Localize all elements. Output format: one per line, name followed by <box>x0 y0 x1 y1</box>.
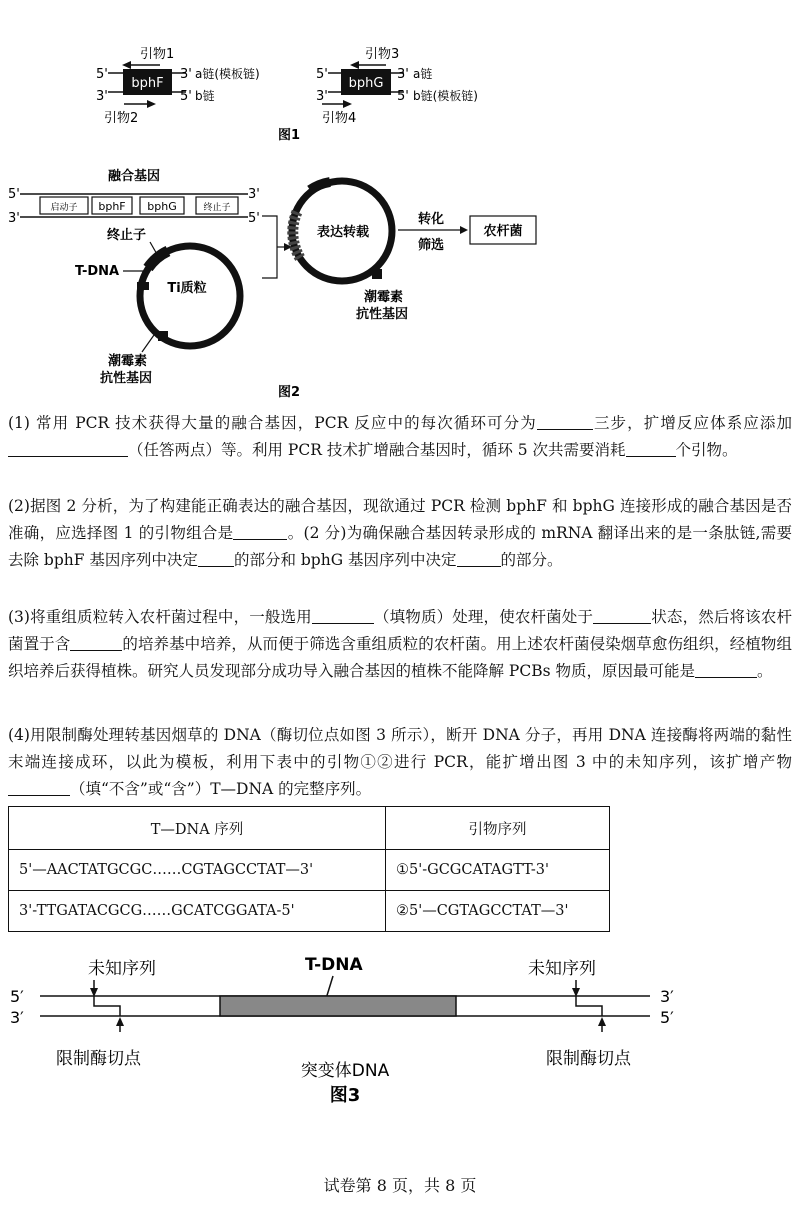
q2-text-b: 。(2 分)为确保融合基因转录形成的 mRNA 翻译出来的是一条肽链,需要去除 bphF 基因序列中决定 <box>8 524 792 569</box>
table-row <box>9 850 610 891</box>
question-2 <box>8 493 792 574</box>
end-label: 5′ <box>10 987 24 1006</box>
table-header: T—DNA 序列 <box>9 807 386 850</box>
question-3 <box>8 604 792 685</box>
end-label: 5' <box>180 89 192 104</box>
end-label: 5' <box>8 187 20 202</box>
answer-blank[interactable] <box>198 550 234 567</box>
primer-1-label: 引物1 <box>140 47 175 62</box>
unknown-seq-left-label: 未知序列 <box>88 959 156 979</box>
page-footer: 试卷第 8 页，共 8 页 <box>323 1176 477 1195</box>
bphG-gene-label: bphG <box>348 76 384 91</box>
figure-1 <box>0 40 800 145</box>
q1-text-d: 个引物。 <box>675 441 738 459</box>
table-cell: 3'-TTGATACGCG……GCATCGGATA-5' <box>9 891 386 932</box>
end-label: 5′ <box>660 1008 674 1027</box>
mutant-dna-label: 突变体DNA <box>300 1061 390 1081</box>
tdna-pointer-label: T-DNA <box>75 264 120 279</box>
q1-text-b: 三步，扩增反应体系应添加 <box>592 414 792 432</box>
table-header-row <box>9 807 610 850</box>
terminator-label: 终止子 <box>203 203 231 213</box>
hygromycin-label-1: 潮霉素 <box>108 354 148 369</box>
bphF-gene-label: bphF <box>131 76 164 91</box>
q1-text-c: （任答两点）等。利用 PCR 技术扩增融合基因时，循环 5 次共需要消耗 <box>128 441 626 459</box>
q2-text-d: 的部分。 <box>500 551 563 569</box>
unknown-seq-right-label: 未知序列 <box>528 959 596 979</box>
answer-blank[interactable] <box>233 523 287 540</box>
q3-text-e: 。 <box>757 662 773 680</box>
a-chain-label: a链 <box>413 67 433 81</box>
restriction-site-left-label: 限制酶切点 <box>56 1049 141 1069</box>
b-chain-label: b链 <box>195 89 215 103</box>
screen-label: 筛选 <box>418 238 445 253</box>
end-label: 3' <box>8 211 20 226</box>
end-label: 5' <box>316 67 328 82</box>
end-label: 3' <box>248 187 260 202</box>
agrobacterium-label: 农杆菌 <box>483 224 523 239</box>
expression-vector-label: 表达转载 <box>316 225 370 240</box>
q4-text-b: （填“不含”或“含”）T—DNA 的完整序列。 <box>70 780 372 798</box>
table-cell: 5'—AACTATGCGC……CGTAGCCTAT—3' <box>9 850 386 891</box>
end-label: 3' <box>96 89 108 104</box>
ti-plasmid-label: Ti质粒 <box>167 281 207 296</box>
fusion-gene-label: 融合基因 <box>108 169 161 184</box>
figure-2 <box>0 160 800 405</box>
hygromycin-label-4: 抗性基因 <box>356 307 409 322</box>
transform-label: 转化 <box>418 212 445 227</box>
q2-text-c: 的部分和 bphG 基因序列中决定 <box>233 551 457 569</box>
end-label: 5' <box>96 67 108 82</box>
table-header: 引物序列 <box>386 807 610 850</box>
sequence-table <box>8 806 610 932</box>
question-4 <box>8 722 792 803</box>
end-label: 3′ <box>660 987 674 1006</box>
end-label: 3' <box>180 67 192 82</box>
question-1 <box>8 410 792 464</box>
answer-blank[interactable] <box>70 634 122 651</box>
answer-blank[interactable] <box>626 440 676 457</box>
tdna-region-box <box>220 996 456 1016</box>
hygromycin-label-3: 潮霉素 <box>364 290 404 305</box>
table-cell: ②5'—CGTAGCCTAT—3' <box>386 891 610 932</box>
a-chain-template-label: a链(模板链) <box>195 67 260 81</box>
promoter-label: 启动子 <box>50 203 78 213</box>
answer-blank[interactable] <box>312 607 374 624</box>
q2-text-a: (2)据图 2 分析，为了构建能正确表达的融合基因，现欲通过 PCR 检测 bphF 和 bphG 连接形成的融合基因是否准确，应选择图 1 的引物组合是 <box>8 497 792 542</box>
b-chain-template-label: b链(模板链) <box>413 89 478 103</box>
figure-2-caption: 图2 <box>278 385 301 400</box>
q4-text-a: (4)用限制酶处理转基因烟草的 DNA（酶切位点如图 3 所示），断开 DNA 分子，再用 DNA 连接酶将两端的黏性末端连接成环，以此为模板，利用下表中的引物①②进行 PCR，能扩增出图 3 中的未知序列，该扩增产物 <box>8 726 792 771</box>
restriction-cut-right <box>576 996 602 1016</box>
primer-2-label: 引物2 <box>104 111 139 126</box>
restriction-cut-left <box>94 996 120 1016</box>
tdna-label: T-DNA <box>305 955 363 975</box>
answer-blank[interactable] <box>593 607 651 624</box>
restriction-site-right-label: 限制酶切点 <box>546 1049 631 1069</box>
q3-text-c: 状态，然后将该农杆菌置于含 <box>8 608 792 653</box>
table-row <box>9 891 610 932</box>
q3-text-b: （填物质）处理，使农杆菌处于 <box>373 608 594 626</box>
figure-1-caption: 图1 <box>278 128 301 143</box>
figure-3 <box>0 948 800 1118</box>
end-label: 3′ <box>10 1008 24 1027</box>
bphG-label: bphG <box>147 200 177 213</box>
answer-blank[interactable] <box>537 413 593 430</box>
terminator-pointer-label: 终止子 <box>107 228 147 243</box>
table-cell: ①5'-GCGCATAGTT-3' <box>386 850 610 891</box>
bphF-label: bphF <box>98 200 126 213</box>
end-label: 5' <box>397 89 409 104</box>
answer-blank[interactable] <box>695 661 757 678</box>
primer-3-label: 引物3 <box>365 47 400 62</box>
figure-3-caption: 图3 <box>329 1085 361 1106</box>
q1-text-a: (1) 常用 PCR 技术获得大量的融合基因，PCR 反应中的每次循环可分为 <box>8 414 537 432</box>
hygromycin-label-2: 抗性基因 <box>100 371 153 386</box>
end-label: 3' <box>397 67 409 82</box>
answer-blank[interactable] <box>457 550 501 567</box>
end-label: 5' <box>248 211 260 226</box>
q3-text-d: 的培养基中培养，从而便于筛选含重组质粒的农杆菌。用上述农杆菌侵染烟草愈伤组织，经植物组织培养后获得植株。研究人员发现部分成功导入融合基因的植株不能降解 PCBs 物质，原因最可能是 <box>8 635 792 680</box>
answer-blank[interactable] <box>8 779 70 796</box>
end-label: 3' <box>316 89 328 104</box>
primer-4-label: 引物4 <box>322 111 357 126</box>
answer-blank[interactable] <box>8 440 128 457</box>
q3-text-a: (3)将重组质粒转入农杆菌过程中，一般选用 <box>8 608 312 626</box>
